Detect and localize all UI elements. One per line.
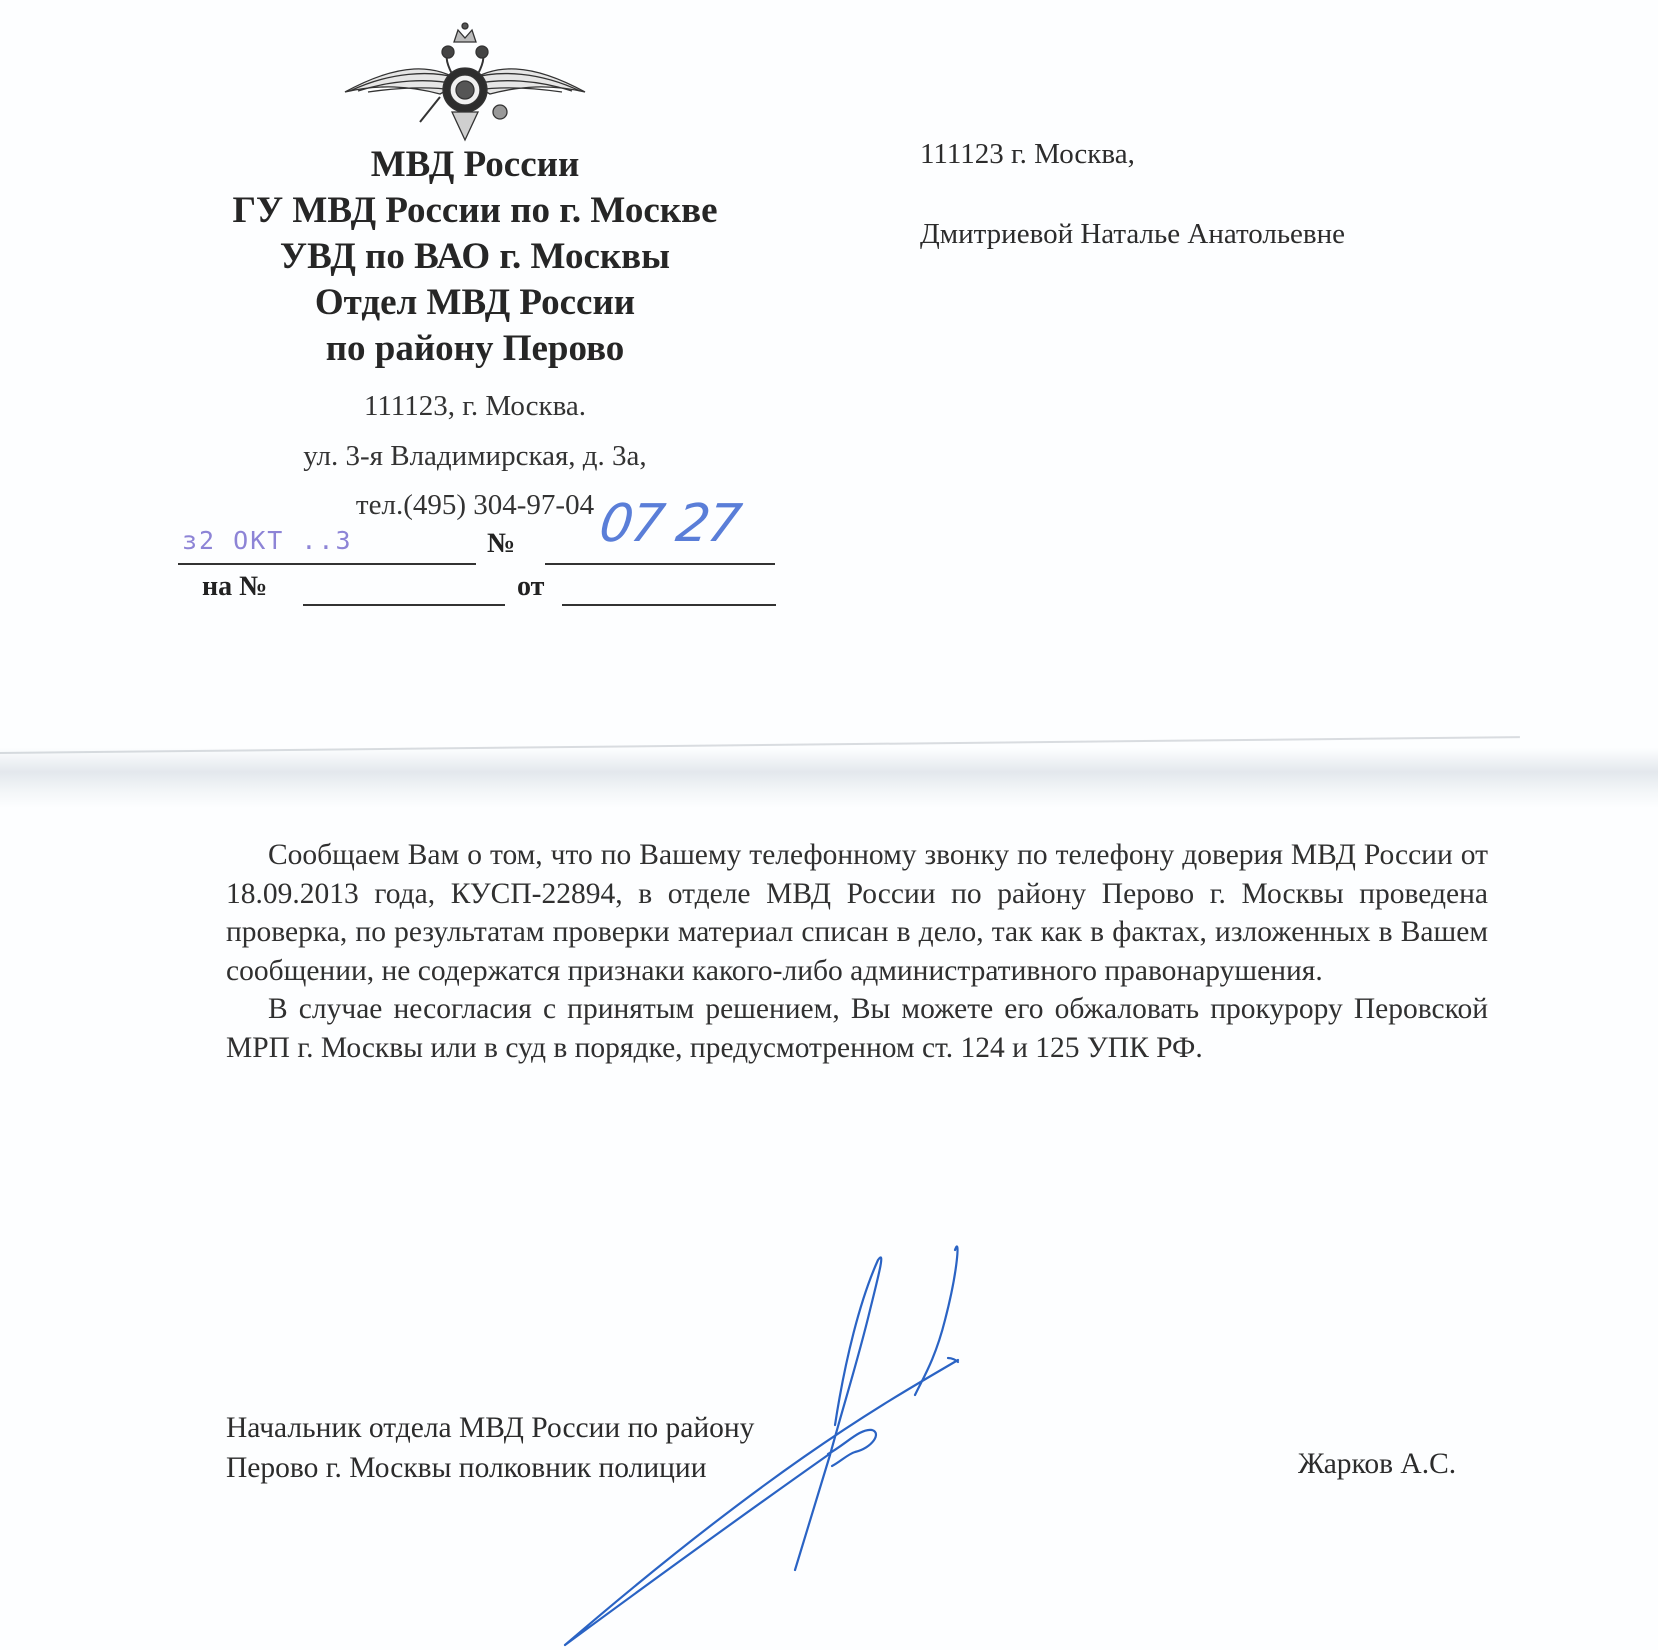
- org-line: ГУ МВД России по г. Москве: [232, 190, 718, 231]
- recipient-name: Дмитриевой Наталье Анатольевне: [920, 218, 1346, 250]
- number-label: №: [487, 528, 516, 559]
- org-address-street: ул. 3-я Владимирская, д. 3а,: [303, 440, 647, 472]
- org-line: Отдел МВД России: [314, 282, 636, 323]
- handwritten-number: 07 27: [595, 494, 744, 554]
- org-address-city: 111123, г. Москва.: [363, 390, 587, 422]
- date-underline: [178, 563, 476, 565]
- number-underline: [545, 563, 775, 565]
- signatory-title-line: Перово г. Москвы полковник полиции: [226, 1452, 707, 1484]
- org-line: МВД России: [370, 144, 580, 185]
- ref-number-underline: [303, 604, 505, 606]
- ref-from-underline: [562, 604, 776, 606]
- organization-header: [170, 142, 780, 372]
- paper-fold-shadow: [0, 748, 1658, 808]
- mvd-emblem-icon: [340, 12, 590, 142]
- org-line: УВД по ВАО г. Москвы: [279, 236, 671, 277]
- ref-number-label: на №: [202, 571, 268, 602]
- recipient-address: 111123 г. Москва,: [920, 138, 1135, 170]
- date-stamp: з2 ОКТ ..3: [182, 526, 353, 555]
- org-line: по району Перово: [325, 328, 625, 369]
- body-paragraph: Сообщаем Вам о том, что по Вашему телефонному звонку по телефону доверия МВД России от 18.09.2013 года, КУСП-22894, в отделе МВД России по району Перово г. Москвы проведена проверка, по результатам проверки материал списан в дело, так как в фактах, изложенных в Вашем сообщении, не содержатся признаки какого-либо административного правонарушения.: [226, 839, 1488, 987]
- org-phone: тел.(495) 304-97-04: [355, 489, 595, 521]
- body-paragraph: В случае несогласия с принятым решением, Вы можете его обжаловать прокурору Перовской МРП г. Москвы или в суд в порядке, предусмотренном ст. 124 и 125 УПК РФ.: [226, 993, 1488, 1064]
- ref-from-label: от: [517, 571, 545, 602]
- signatory-name: Жарков А.С.: [1298, 1448, 1457, 1480]
- signatory-title-line: Начальник отдела МВД России по району: [226, 1412, 755, 1444]
- handwritten-signature-icon: [560, 1240, 1020, 1650]
- letter-body: [226, 836, 1488, 1067]
